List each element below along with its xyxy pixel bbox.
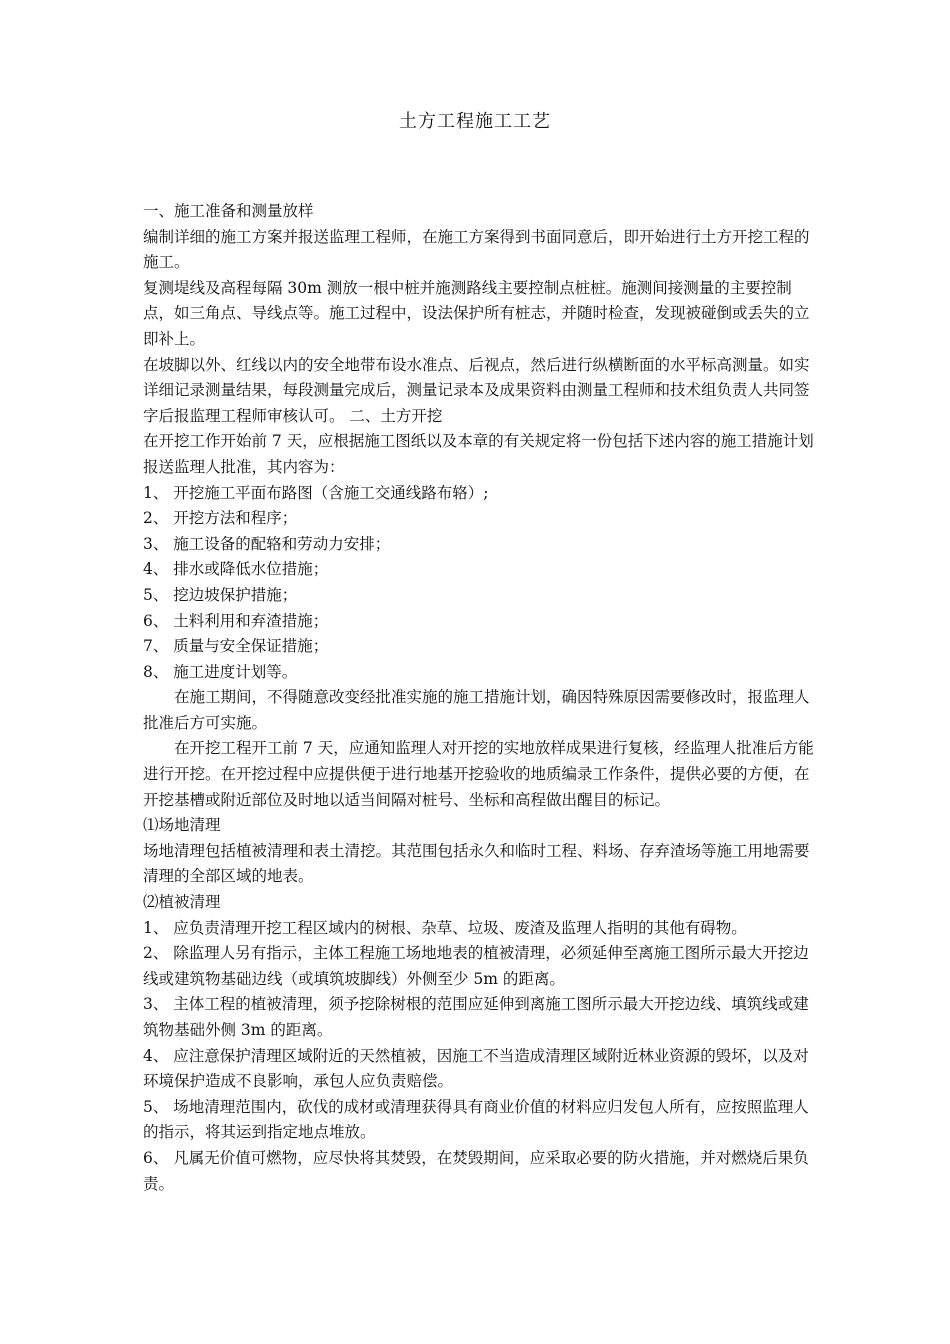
paragraph: 一、施工准备和测量放样: [143, 202, 314, 220]
paragraph: 在坡脚以外、红线以内的安全地带布设水准点、后视点，然后进行纵横断面的水平标高测量。如实详细记录测量结果，每段测量完成后，测量记录本及成果资料由测量工程师和技术组负责人共同签字后报监理工程师审核认可。 二、土方开挖: [143, 355, 810, 425]
paragraph: 4、 应注意保护清理区域附近的天然植被，因施工不当造成清理区域附近林业资源的毁坏，以及对环境保护造成不良影响，承包人应负责赔偿。: [143, 1046, 809, 1091]
page-title: 土方工程施工工艺: [399, 111, 551, 132]
paragraph: 6、 凡属无价值可燃物，应尽快将其焚毁，在焚毁期间，应采取必要的防火措施，并对燃烧后果负责。: [143, 1148, 809, 1193]
paragraph: 编制详细的施工方案并报送监理工程师，在施工方案得到书面同意后，即开始进行土方开挖工程的施工。: [143, 227, 810, 272]
paragraph: 5、 挖边坡保护措施；: [143, 585, 298, 604]
paragraph: 3、 主体工程的植被清理，须予挖除树根的范围应延伸到离施工图所示最大开挖边线、填筑线或建筑物基础外侧 3m 的距离。: [143, 995, 809, 1039]
paragraph: 1、 应负责清理开挖工程区域内的树根、杂草、垃圾、废渣及监理人指明的其他有碍物。: [143, 918, 747, 937]
paragraph: 3、 施工设备的配辂和劳动力安排；: [143, 534, 391, 553]
paragraph: 2、 除监理人另有指示，主体工程施工场地地表的植被清理，必须延伸至离施工图所示最大开挖边线或建筑物基础边线（或填筑坡脚线）外侧至少 5m 的距离。: [143, 944, 809, 988]
paragraph: ⑵植被清理: [143, 893, 221, 912]
paragraph: 4、 排水或降低水位措施；: [143, 560, 329, 579]
paragraph: 1、 开挖施工平面布路图（含施工交通线路布辂）;: [143, 483, 489, 502]
paragraph: 8、 施工进度计划等。: [143, 662, 298, 681]
paragraph: 6、 土料利用和弃渣措施；: [143, 611, 329, 630]
paragraph: 2、 开挖方法和程序；: [143, 509, 298, 528]
document-body: [143, 199, 819, 1197]
paragraph: 复测堤线及高程每隔 30m 测放一根中桩并施测路线主要控制点桩桩。施测间接测量的主要控制点，如三角点、导线点等。施工过程中，设法保护所有桩志，并随时检查，发现被碰倒或丢失的立即补上。: [143, 278, 810, 348]
paragraph: 5、 场地清理范围内，砍伐的成材或清理获得具有商业价值的材料应归发包人所有，应按照监理人的指示，将其运到指定地点堆放。: [143, 1097, 809, 1142]
paragraph: ⑴场地清理: [143, 816, 221, 835]
paragraph: 在施工期间，不得随意改变经批准实施的施工措施计划，确因特殊原因需要修改时，报监理人批准后方可实施。: [143, 688, 810, 732]
paragraph: 7、 质量与安全保证措施；: [143, 637, 329, 656]
paragraph: 场地清理包括植被清理和表土清挖。其范围包括永久和临时工程、料场、存弃渣场等施工用地需要清理的全部区域的地表。: [143, 841, 810, 886]
paragraph: 在开挖工作开始前 7 天，应根据施工图纸以及本章的有关规定将一份包括下述内容的施工措施计划报送监理人批准，其内容为：: [143, 432, 814, 476]
paragraph: 在开挖工程开工前 7 天，应通知监理人对开挖的实地放样成果进行复核，经监理人批准后方能进行开挖。在开挖过程中应提供便于进行地基开挖验收的地质编录工作条件，提供必要的方便，在开挖基槽或附近部位及时地以适当间隔对桩号、坐标和高程做出醒目的标记。: [143, 739, 814, 809]
